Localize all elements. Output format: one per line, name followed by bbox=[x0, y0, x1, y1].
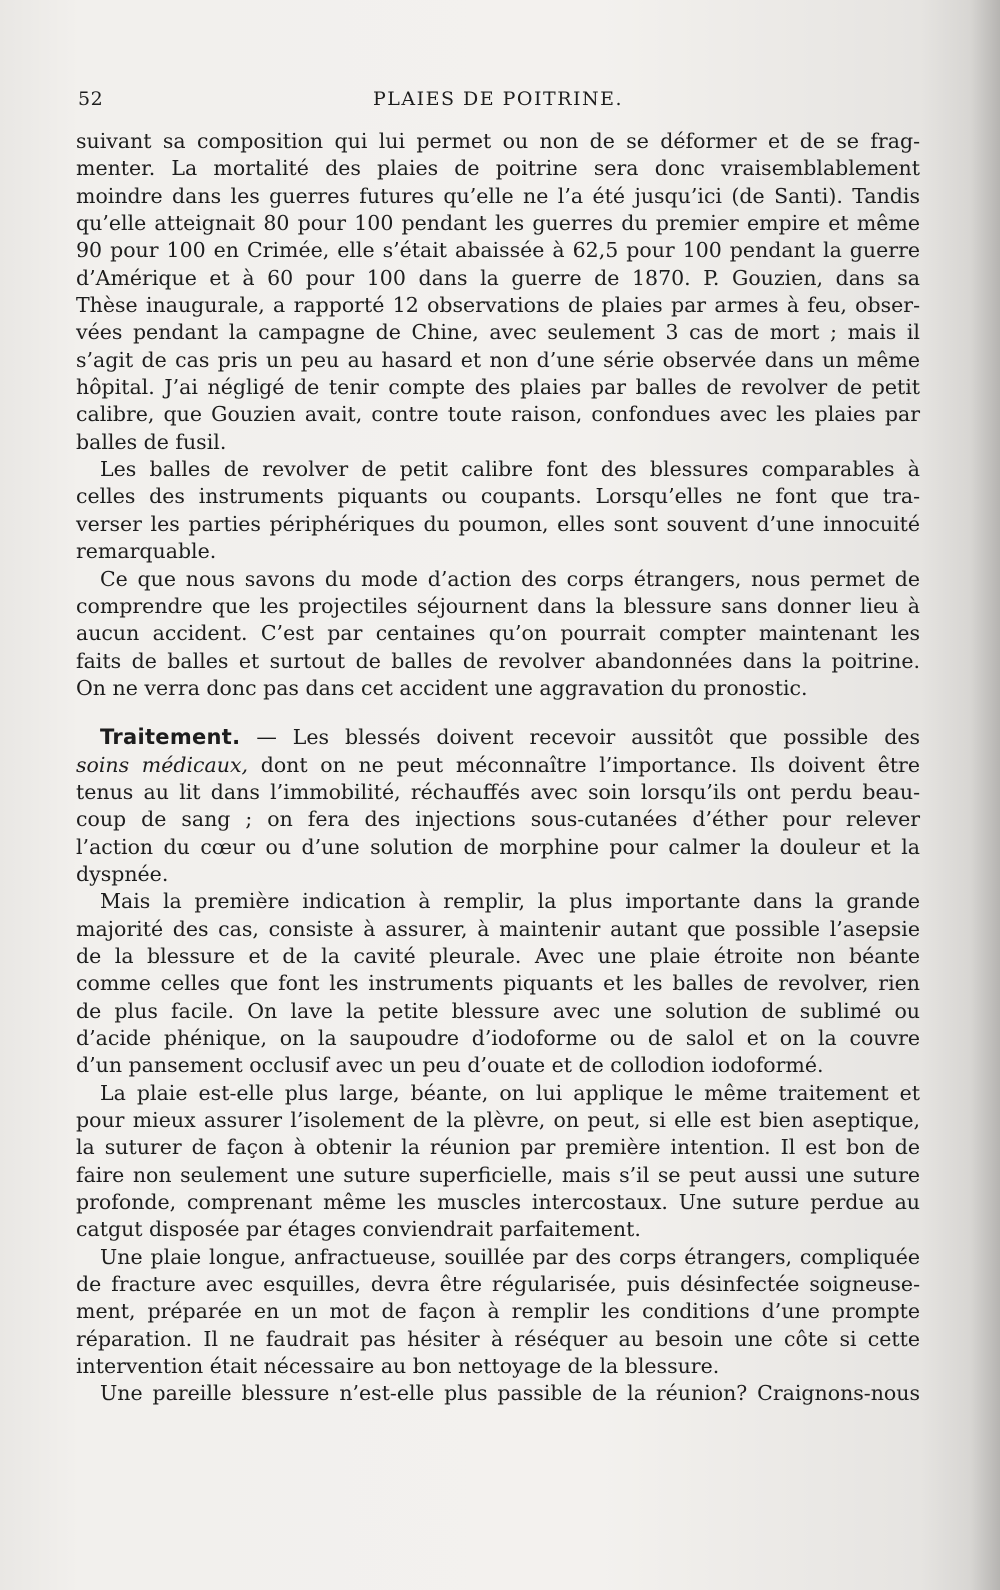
paragraph bbox=[76, 888, 920, 1079]
text-line: La plaie est-elle plus large, béante, on lui applique le même traitement et bbox=[100, 1080, 920, 1105]
text-line: menter. La mortalité des plaies de poitrine sera donc vraisemblablement bbox=[76, 156, 920, 181]
text-line: qu’elle atteignait 80 pour 100 pendant les guerres du premier empire et même bbox=[76, 211, 920, 236]
text-line: Les balles de revolver de petit calibre font des blessures comparables à bbox=[100, 457, 920, 482]
text-line: de plus facile. On lave la petite blessure avec une solution de sublimé ou bbox=[76, 998, 920, 1023]
text-line: aucun accident. C’est par centaines qu’on pourrait compter maintenant les bbox=[76, 621, 920, 646]
treatment-paragraph bbox=[76, 724, 920, 888]
text-line: balles de fusil. bbox=[76, 429, 227, 454]
text-line: celles des instruments piquants ou coupants. Lorsqu’elles ne font que tra- bbox=[76, 484, 920, 509]
text-line: d’Amérique et à 60 pour 100 dans la guerre de 1870. P. Gouzien, dans sa bbox=[76, 265, 920, 290]
paragraph bbox=[76, 456, 920, 565]
text-line: verser les parties périphériques du poumon, elles sont souvent d’une innocuité bbox=[76, 511, 920, 536]
page-number: 52 bbox=[78, 88, 104, 110]
text-line: intervention était nécessaire au bon nettoyage de la blessure. bbox=[76, 1354, 720, 1379]
text-line: la suturer de façon à obtenir la réunion par première intention. Il est bon de bbox=[76, 1135, 920, 1160]
text-line: Thèse inaugurale, a rapporté 12 observations de plaies par armes à feu, obser- bbox=[76, 293, 920, 318]
text-line: On ne verra donc pas dans cet accident une aggravation du pronostic. bbox=[76, 675, 808, 700]
text-line: de la blessure et de la cavité pleurale. Avec une plaie étroite non béante bbox=[76, 943, 920, 968]
text-line: faire non seulement une suture superficielle, mais s’il se peut aussi une suture bbox=[76, 1162, 920, 1187]
text-line: tenus au lit dans l’immobilité, réchauffés avec soin lorsqu’ils ont perdu beau- bbox=[76, 779, 920, 804]
paragraph bbox=[76, 1380, 920, 1407]
page-edge-shadow bbox=[970, 0, 1000, 1590]
text-line: l’action du cœur ou d’une solution de morphine pour calmer la douleur et la bbox=[76, 834, 920, 859]
text-line: catgut disposée par étages conviendrait parfaitement. bbox=[76, 1217, 641, 1242]
text-line: suivant sa composition qui lui permet ou non de se déformer et de se frag- bbox=[76, 129, 920, 153]
text-line: moindre dans les guerres futures qu’elle ne l’a été jusqu’ici (de Santi). Tandis bbox=[76, 183, 920, 208]
text-line: Une pareille blessure n’est-elle plus passible de la réunion? Craignons-nous bbox=[100, 1381, 920, 1406]
text-line: d’un pansement occlusif avec un peu d’ouate et de collodion iodoformé. bbox=[76, 1053, 824, 1078]
text-line: 90 pour 100 en Crimée, elle s’était abaissée à 62,5 pour 100 pendant la guerre bbox=[76, 238, 920, 263]
text-line: hôpital. J’ai négligé de tenir compte des plaies par balles de revolver de petit bbox=[76, 375, 920, 400]
page-header bbox=[78, 88, 918, 118]
text-line: Une plaie longue, anfractueuse, souillée par des corps étrangers, compliquée bbox=[100, 1244, 920, 1269]
text-line: faits de balles et surtout de balles de revolver abandonnées dans la poitrine. bbox=[76, 648, 920, 673]
paragraph bbox=[76, 128, 920, 456]
section-gap bbox=[76, 702, 920, 724]
text-line bbox=[76, 752, 920, 779]
text-line: Ce que nous savons du mode d’action des corps étrangers, nous permet de bbox=[100, 566, 920, 591]
text-line: coup de sang ; on fera des injections sous-cutanées d’éther pour relever bbox=[76, 807, 920, 832]
body-text bbox=[76, 128, 920, 1408]
text-run: — Les blessés doivent recevoir aussitôt que possible des bbox=[240, 725, 920, 750]
text-line: remarquable. bbox=[76, 539, 217, 564]
text-line: majorité des cas, consiste à assurer, à maintenir autant que possible l’asepsie bbox=[76, 916, 920, 941]
text-line: calibre, que Gouzien avait, contre toute raison, confondues avec les plaies par bbox=[76, 402, 920, 427]
text-line: de fracture avec esquilles, devra être régularisée, puis désinfectée soigneuse- bbox=[76, 1272, 920, 1297]
text-line: dyspnée. bbox=[76, 861, 169, 886]
paragraph bbox=[76, 1244, 920, 1381]
text-line: comme celles que font les instruments piquants et les balles de revolver, rien bbox=[76, 971, 920, 996]
text-line: Mais la première indication à remplir, la plus importante dans la grande bbox=[100, 889, 920, 914]
paragraph bbox=[76, 566, 920, 703]
text-line: pour mieux assurer l’isolement de la plèvre, on peut, si elle est bien aseptique, bbox=[76, 1108, 920, 1133]
section-heading: Traitement. bbox=[100, 725, 241, 750]
running-title: PLAIES DE POITRINE. bbox=[372, 88, 624, 110]
paragraph bbox=[76, 1080, 920, 1244]
text-line bbox=[76, 724, 920, 751]
text-line: profonde, comprenant même les muscles intercostaux. Une suture perdue au bbox=[76, 1190, 920, 1215]
text-run: dont on ne peut méconnaître l’importance. Ils doivent être bbox=[248, 752, 920, 777]
text-line: vées pendant la campagne de Chine, avec seulement 3 cas de mort ; mais il bbox=[76, 320, 920, 345]
text-line: comprendre que les projectiles séjournent dans la blessure sans donner lieu à bbox=[76, 593, 920, 618]
text-line: s’agit de cas pris un peu au hasard et non d’une série observée dans un même bbox=[76, 347, 920, 372]
text-line: réparation. Il ne faudrait pas hésiter à réséquer au besoin une côte si cette bbox=[76, 1326, 920, 1351]
italic-phrase: soins médicaux, bbox=[76, 752, 249, 777]
text-line: d’acide phénique, on la saupoudre d’iodoforme ou de salol et on la couvre bbox=[76, 1026, 920, 1050]
text-line: ment, préparée en un mot de façon à remplir les conditions d’une prompte bbox=[76, 1299, 920, 1324]
